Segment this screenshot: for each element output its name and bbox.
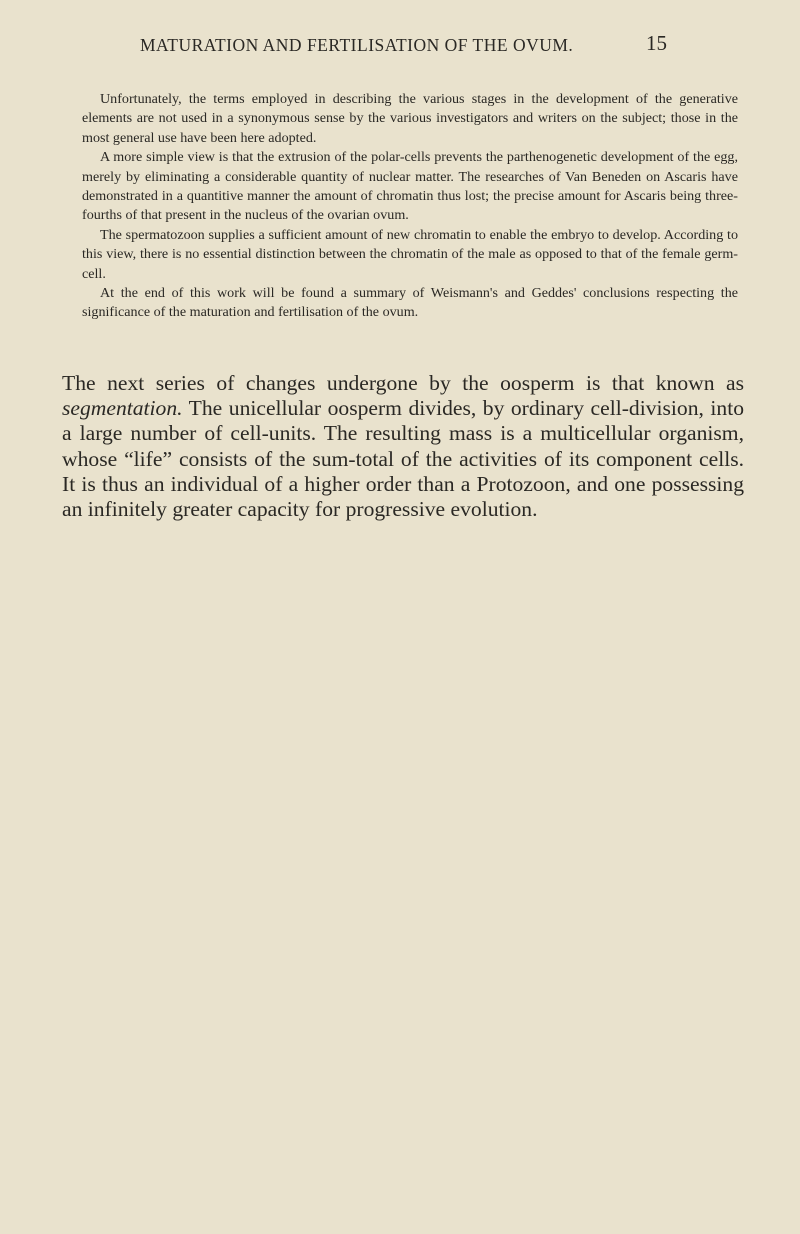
note-paragraph: At the end of this work will be found a summary of Weismann's and Geddes' conclusions respecting the significance of the maturation and fertilisation of the ovum.: [82, 285, 738, 321]
page-number: 15: [646, 31, 667, 55]
running-title: MATURATION AND FERTILISATION OF THE OVUM.: [140, 35, 574, 55]
note-paragraph: Unfortunately, the terms employed in describing the various stages in the development of the generative elements are not used in a synonymous sense by the various investigators and writers on the subject; those in the most general use have been here adopted.: [82, 91, 738, 146]
footnote-block: [82, 90, 738, 323]
italic-term: segmentation.: [62, 396, 183, 421]
main-text-start: The next series of changes undergone by the oosperm is that known as: [62, 371, 744, 395]
main-paragraph: [62, 371, 744, 522]
main-text-block: [62, 371, 744, 522]
note-paragraph: A more simple view is that the extrusion of the polar-cells prevents the parthenogenetic development of the egg, merely by eliminating a considerable quantity of nuclear matter. The researches of Van Beneden on Ascaris have demonstrated in a quantitive manner the amount of chromatin thus lost; the precise amount for Ascaris being three-fourths of that present in the nucleus of the ovarian ovum.: [82, 149, 738, 224]
main-text-rest: The unicellular oosperm divides, by ordinary cell-division, into a large number of cell-units. The resulting mass is a multicellular organism, whose “life” consists of the sum-total of the activities of its component cells. It is thus an individual of a higher order than a Protozoon, and one possessing an infinitely greater capacity for progressive evolution.: [62, 396, 744, 522]
note-paragraph: The spermatozoon supplies a sufficient amount of new chromatin to enable the embryo to develop. According to this view, there is no essential distinction between the chromatin of the male as opposed to that of the female germ-cell.: [82, 226, 738, 282]
